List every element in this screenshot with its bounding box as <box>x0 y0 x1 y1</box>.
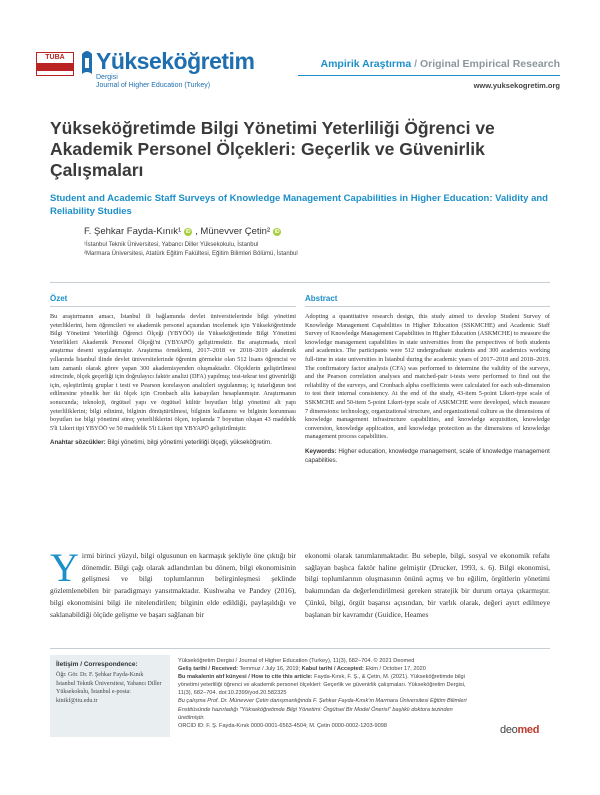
section-type <box>321 58 560 70</box>
correspondence-box <box>50 655 170 737</box>
tuba-logo-label: TÜBA <box>45 54 65 61</box>
affiliation-1: ¹İstanbul Teknik Üniversitesi, Yabancı Diller Yüksekokulu, İstanbul <box>84 242 259 248</box>
abstract-keywords-text: Higher education, knowledge management, scale of knowledge management capabilities. <box>305 447 550 464</box>
abstract-keywords-label: Keywords: <box>305 447 337 455</box>
journal-logo-sub: Dergisi <box>96 74 118 81</box>
journal-logo-word: Yükseköğretim <box>96 48 255 74</box>
author-1: F. Şehkar Fayda-Kınık¹ <box>84 226 182 237</box>
abstract-text: Adopting a quantitative research design, this study aimed to develop Student Survey of Knowledge Management Capabilities in Higher Education (SSKMCHE) and Academic Staff Survey of Knowledge Management Capabilities in Higher Education (ASKMCHE) to measure the knowledge management capabilities in state universities from the perspectives of both students and academics. The participants were 512 undergraduate students and 300 academics working full-time in state universities in İstanbul during the academic years of 2017–2018 and 2018–2019. The confirmatory factor analysis (CFA) was performed to determine the validity of the surveys, and the Pearson correlation analyses and matched-pair t-tests were performed to find out the reliability of the surveys, and Cronbach alpha coefficients were calculated for each sub-dimension to test their internal consistency. At the end of the study, 43-item 5-point Likert-type scale of SSKMCHE and 50-item 5-point Likert-type scale of ASKMCHE were developed, which measure 7 dimensions: technology, organizational structure, and organizational culture as the dimensions of knowledge management infrastructure capabilities, and knowledge acquisition, knowledge conversion, knowledge application, and knowledge protection as the dimensions of knowledge management process capabilities. <box>305 313 550 441</box>
ozet-keywords-text: Bilgi yönetimi, bilgi yönetimi yeterliliği ölçeği, yükseköğretim. <box>105 439 272 447</box>
author-list <box>84 226 281 237</box>
citation-text: Fayda-Kınık, F. Ş., & Çetin, M. (2021). Yükseköğretimde bilgi yönetimi yeterliliği öğrenci ve akademik personel ölçekleri: Geçerlik ve güvenirlik çalışmaları. Yükseköğretim Dergisi, 11(3), 682–704. doi:10.2399/yod.20.582325 <box>178 674 466 697</box>
abstract-section <box>305 294 550 465</box>
section-type-tr: Ampirik Araştırma <box>320 58 412 70</box>
publisher-prefix: deo <box>500 724 518 736</box>
journal-logo[interactable] <box>80 48 254 90</box>
abstract-heading: Abstract <box>305 294 550 307</box>
author-2: , Münevver Çetin² <box>195 226 271 237</box>
title-divider <box>50 282 550 283</box>
correspondence-heading: İletişim / Correspondence: <box>56 661 138 668</box>
publisher-suffix: med <box>517 724 540 736</box>
affiliations <box>84 241 298 259</box>
ozet-section <box>50 294 296 448</box>
section-type-en: Original Empirical Research <box>419 58 560 70</box>
accepted-text: Ekim / October 17, 2020 <box>363 666 426 673</box>
ozet-text: Bu araştırmanın amacı, İstanbul ili bağlamında devlet üniversitelerinde bilgi yönetimi yeterliklerini, hem öğrencileri ve akademik personel açısından incelemek için Yükseköğretimde Bilgi Yönetimi Yeterliliği Öğrenci Ölçeği (YBYÖÖ) ile Yükseköğretimde Bilgi Yönetimi Yeterlikleri Akademik Personel Ölçeği'ni (YBYAPÖ) geliştirmektir. Bu araştırmada, nicel araştırma deseni uygulanmıştır. Araştırma örneklemi, 2017–2018 ve 2018–2019 akademik yıllarında İstanbul ilinde devlet üniversitelerinde öğrenim görmekte olan 512 lisans öğrencisi ve tam zamanlı olarak görev yapan 300 akademisyenden oluşmaktadır. Ölçeklerin geliştirilmesi sürecinde, ölçek geçerliği için doğrulayıcı faktör analizi (DFA) yapılmış; test-tekrar test güvenirliği için, eşleştirilmiş gruplar t testi ve Pearson korelasyon analizleri uygulanmış; iç tutarlığının test edilmesine yönelik her iki ölçek için Cronbach alfa katsayıları hesaplanmıştır. Araştırmanın sonucunda; teknoloji, örgütsel yapı ve örgütsel kültür boyutları bilgi yönetimi alt yapı yeterliliklerini; bilgi edinimi, bilginin dönüştürülmesi, bilginin kullanımı ve bilginin korunması boyutları ise bilgi yönetimi süreç yeterliliklerini ölçen, toplamda 7 boyuttan oluşan 43 maddelik 5'li Likert tipi YBYÖÖ ve 50 maddelik 5'li Likert tipi YBYAPÖ geliştirilmiştir. <box>50 313 296 432</box>
ozet-heading: Özet <box>50 294 296 307</box>
affiliation-2: ²Marmara Üniversitesi, Atatürk Eğitim Fakültesi, Eğitim Bilimleri Bölümü, İstanbul <box>84 251 298 257</box>
tuba-logo <box>36 52 74 76</box>
received-text: Temmuz / July 16, 2019; <box>238 666 302 673</box>
footer-divider <box>50 648 550 649</box>
journal-url[interactable]: www.yuksekogretim.org <box>473 81 560 90</box>
tuba-logo-bar <box>37 63 73 71</box>
section-type-separator: / <box>411 58 420 70</box>
received-label: Geliş tarihi / Received: <box>178 666 239 673</box>
thesis-note: Bu çalışma Prof. Dr. Münevver Çetin danışmanlığında F. Şehkar Fayda-Kınık'ın Marmara Üniversitesi Eğitim Bilimleri Enstitüsünde hazırladığı "Yükseköğretimde Bilgi Yönetimi: Örgütsel Bir Model Önerisi" başlıklı doktora tezinden üretilmiştir. <box>178 698 467 721</box>
ozet-keywords-label: Anahtar sözcükler: <box>50 439 106 447</box>
journal-logo-caption: Journal of Higher Education (Turkey) <box>96 82 211 89</box>
body-column-right: ekonomi olarak tanımlanmaktadır. Bu sebeple, bilgi, sosyal ve ekonomik refahı sağlayan başlıca faktör haline gelmiştir (Drucker, 1993, s. 6). Bilgi ekonomisi, bilgi toplumlarının oluşmasının önünü açmış ve bu eğilim, örgütlerin yönetimi bakımından da değerlendirilmesi gereken stratejik bir durum ortaya çıkarmıştır. Çünkü, bilgi, örgüt başarısı açısından, bir varlık olarak, değeri ayırt edilmeye başlanan bir kavramdır (Guidice, Heames <box>305 551 550 619</box>
article-title: Yükseköğretimde Bilgi Yönetimi Yeterliliği Öğrenci ve Akademik Personel Ölçekleri: Geçerlik ve Güvenirlik Çalışmaları <box>50 118 495 180</box>
citation <box>178 673 478 697</box>
orcid-icon[interactable]: iD <box>274 228 280 235</box>
dates-line <box>178 665 478 673</box>
ozet-keywords <box>50 439 296 448</box>
orcid-line[interactable]: ORCID ID: F. Ş. Fayda-Kınık 0000-0001-6563-4504; M. Çetin 0000-0002-1203-9098 <box>178 722 387 729</box>
abstract-keywords <box>305 448 550 465</box>
journal-line: Yükseköğretim Dergisi / Journal of Higher Education (Turkey), 11(3), 682–704. © 2021 Deomed <box>178 658 415 664</box>
journal-logo-mark-icon <box>80 48 94 78</box>
orcid-icon[interactable]: iD <box>185 228 191 235</box>
correspondence-text: Öğr. Gör. Dr. F. Şehkar Fayda-Kınık İstanbul Teknik Üniversitesi, Yabancı Diller Yüksekokulu, İstanbul e-posta: kinikf@itu.edu.tr <box>56 672 162 704</box>
accepted-label: Kabul tarihi / Accepted: <box>301 666 364 673</box>
body-column-left <box>50 545 296 620</box>
drop-cap: Y <box>50 545 79 590</box>
journal-logo-text <box>96 48 254 90</box>
citation-label: Bu makalenin atıf künyesi / How to cite this article: <box>178 674 313 681</box>
article-metadata <box>178 657 478 730</box>
body-left-text: irmi birinci yüzyıl, bilgi olgusunun en karmaşık şekliyle öne çıktığı bir dönemdir. Bilgi çağı olarak adlandırılan bu dönem, bilgi ekonomisinin gelişmesi ve bilgi toplumlarının belirginleşmesi şeklinde gözlemlenebilen bir paradigmayı yansıtmaktadır. Kushwaha ve Pandey (2016), bilgi ekonomisini bilgi ile nitelendirilen; bilginin elde edildiği, paylaşıldığı ve saklanabildiği ölçüde gelişme ve başarı sağlanan bir <box>50 551 296 619</box>
article-subtitle: Student and Academic Staff Surveys of Knowledge Management Capabilities in Higher Education: Validity and Reliability Studies <box>50 193 548 217</box>
header-divider <box>298 75 560 76</box>
publisher-logo <box>500 724 539 736</box>
